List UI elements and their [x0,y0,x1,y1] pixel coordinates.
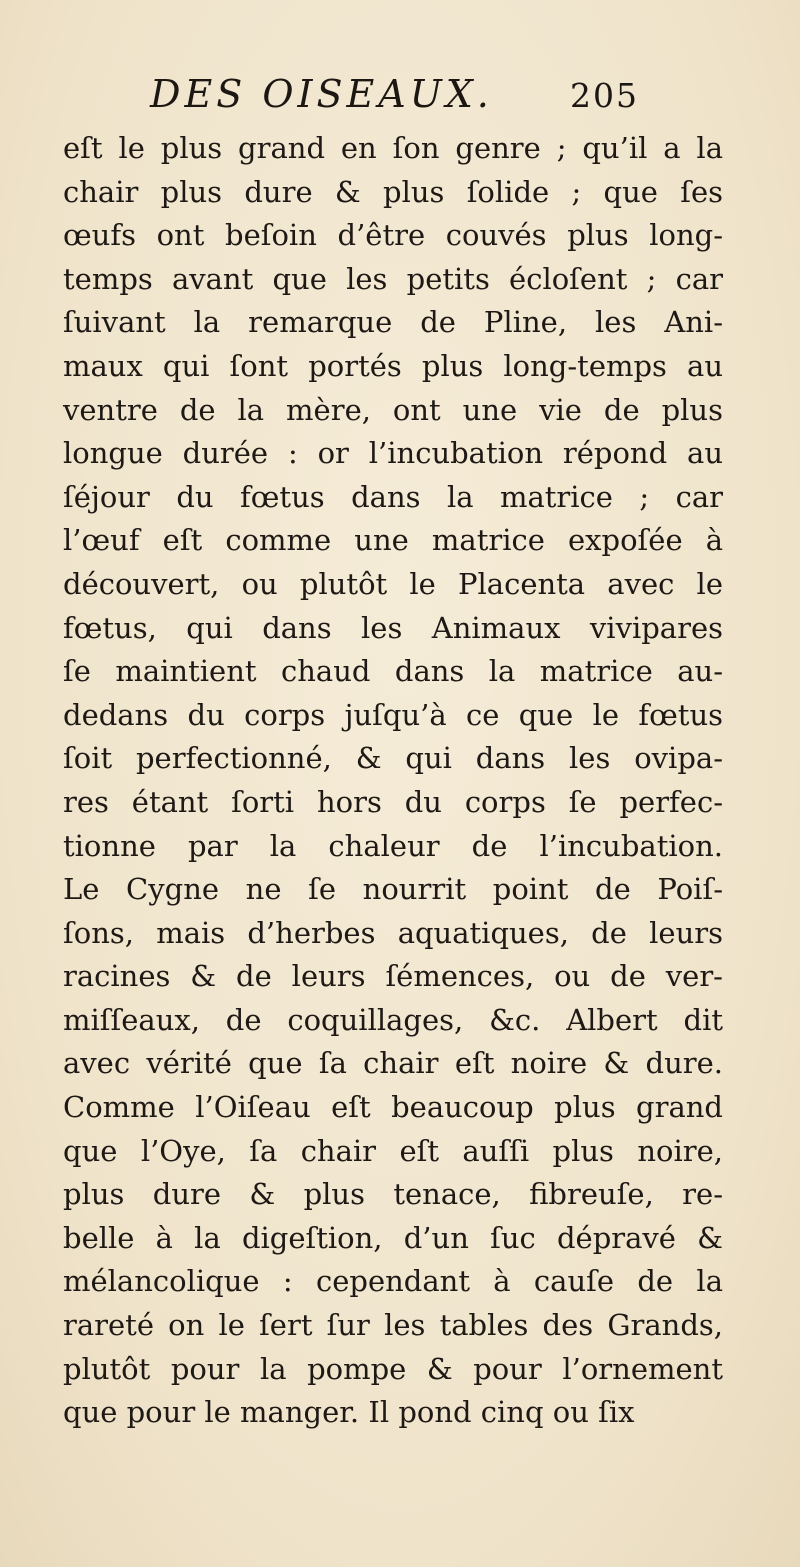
text-line: dedans du corps juſqu’à ce que le fœtus [63,697,723,732]
running-head-title: DES OISEAUX. [150,72,493,116]
text-line: que l’Oye, ſa chair eſt auſſi plus noire, [63,1133,723,1168]
body-text [63,127,723,1435]
text-line: mélancolique : cependant à cauſe de la [63,1264,723,1299]
text-line: maux qui ſont portés plus long-temps au [63,348,723,383]
text-line: eſt le plus grand en ſon genre ; qu’il a la [63,131,723,165]
text-line: ſe maintient chaud dans la matrice au- [63,654,723,689]
text-line: plus dure & plus tenace, fibreuſe, re- [63,1177,723,1212]
text-line: découvert, ou plutôt le Placenta avec le [63,566,723,601]
text-line: ſéjour du fœtus dans la matrice ; car [63,479,723,514]
text-line: ventre de la mère, ont une vie de plus [63,392,723,427]
text-line: longue durée : or l’incubation répond au [63,436,723,471]
text-line: rareté on le ſert ſur les tables des Grands, [63,1308,723,1343]
text-line: ſuivant la remarque de Pline, les Ani- [63,305,723,340]
text-line: racines & de leurs ſémences, ou de ver- [63,959,723,994]
text-line: fœtus, qui dans les Animaux vivipares [63,610,723,645]
text-line: que pour le manger. Il pond cinq ou ſix [63,1395,635,1430]
text-line: temps avant que les petits écloſent ; car [63,261,723,296]
text-line: Comme l’Oiſeau eſt beaucoup plus grand [63,1090,723,1125]
text-line: res étant ſorti hors du corps ſe perfec- [63,784,723,819]
text-line: tionne par la chaleur de l’incubation. [63,828,723,863]
text-line: plutôt pour la pompe & pour l’ornement [63,1351,723,1386]
text-line: ſons, mais d’herbes aquatiques, de leurs [63,915,723,950]
text-line: belle à la digeſtion, d’un ſuc dépravé & [63,1220,723,1255]
page-number: 205 [570,76,639,115]
text-line: œufs ont beſoin d’être couvés plus long- [63,218,723,253]
text-line: miſſeaux, de coquillages, &c. Albert dit [63,1002,723,1037]
text-line: chair plus dure & plus ſolide ; que ſes [63,174,723,209]
text-line: l’œuf eſt comme une matrice expoſée à [63,523,723,558]
running-head [150,72,650,122]
text-line: avec vérité que ſa chair eſt noire & dure. [63,1046,723,1081]
text-line: Le Cygne ne ſe nourrit point de Poiſ- [63,872,723,907]
text-line: ſoit perfectionné, & qui dans les ovipa- [63,741,723,776]
